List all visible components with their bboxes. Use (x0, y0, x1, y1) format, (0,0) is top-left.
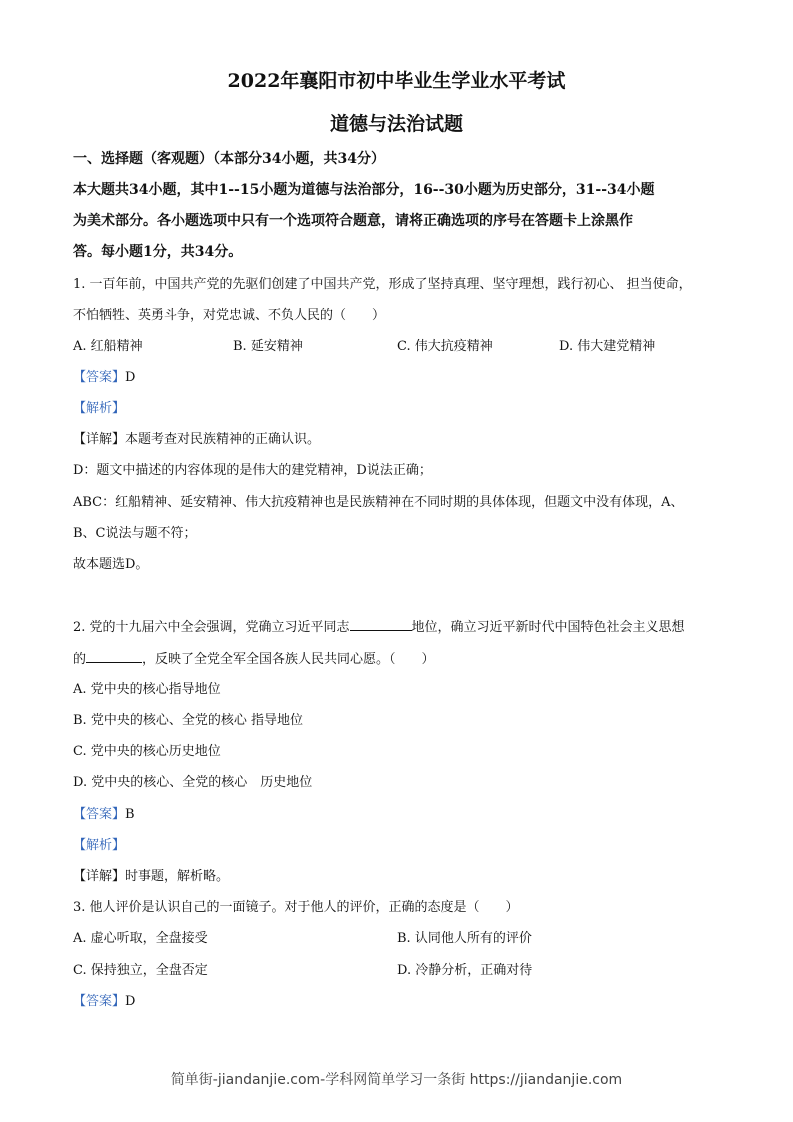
q2-detail (73, 868, 229, 886)
q2-option-a: A. 党中央的核心指导地位 (73, 682, 221, 697)
q1-explain-line-4: 故本题选D。 (73, 557, 149, 572)
q1-option-d: D. 伟大建党精神 (559, 339, 656, 354)
q2-answer (73, 806, 135, 824)
q2-option-c: C. 党中央的核心历史地位 (73, 744, 221, 759)
q3-option-c: C. 保持独立，全盘否定 (73, 963, 208, 978)
q2-stem-part-c: 的 (73, 652, 87, 667)
answer-value: B (125, 807, 135, 822)
q1-option-a: A. 红船精神 (73, 339, 143, 354)
fill-blank (86, 650, 142, 663)
instructions-line-3: 答。每小题1分，共34分。 (73, 244, 243, 260)
q3-answer (73, 993, 135, 1011)
answer-tag: 【答案】 (73, 370, 126, 385)
q1-answer (73, 369, 135, 387)
detail-tag: 【详解】 (73, 432, 126, 447)
answer-tag: 【答案】 (73, 807, 126, 822)
q1-explain-line-2: ABC：红船精神、延安精神、伟大抗疫精神也是民族精神在不同时期的具体体现，但题文中没有体现，A、 (73, 495, 684, 510)
q2-stem-part-d: ，反映了全党全军全国各族人民共同心愿。（ ） (142, 652, 435, 667)
q2-stem-part-b: 地位，确立习近平新时代中国特色社会主义思想 (411, 620, 685, 635)
q3-option-a: A. 虚心听取，全盘接受 (73, 931, 208, 946)
page-footer: 简单街-jiandanjie.com-学科网简单学习一条街 https://jiandanjie.com (170, 1072, 623, 1088)
answer-value: D (125, 370, 136, 385)
q3-option-b: B. 认同他人所有的评价 (397, 931, 532, 946)
q3-option-d: D. 冷静分析，正确对待 (397, 963, 533, 978)
section-heading: 一、选择题（客观题）（本部分34小题，共34分） (73, 151, 385, 167)
q1-explain-line-1: D：题文中描述的内容体现的是伟大的建党精神，D说法正确； (73, 463, 432, 478)
q1-option-c: C. 伟大抗疫精神 (397, 339, 493, 354)
q2-stem-part-a: 2. 党的十九届六中全会强调，党确立习近平同志 (73, 620, 350, 635)
q2-option-d: D. 党中央的核心、全党的核心 历史地位 (73, 775, 313, 790)
detail-tag: 【详解】 (73, 869, 126, 884)
q1-stem-line-1: 1. 一百年前，中国共产党的先驱们创建了中国共产党，形成了坚持真理、坚守理想，践行初心、 担当使命， (73, 277, 692, 292)
q2-option-b: B. 党中央的核心、全党的核心 指导地位 (73, 713, 303, 728)
q1-analysis-tag: 【解析】 (73, 401, 126, 416)
q1-stem-line-2: 不怕牺牲、英勇斗争，对党忠诚、不负人民的（ ） (73, 308, 386, 323)
answer-tag: 【答案】 (73, 994, 126, 1009)
q2-stem-line-2 (73, 650, 435, 669)
q2-analysis-tag: 【解析】 (73, 838, 126, 853)
detail-text: 本题考查对民族精神的正确认识。 (125, 432, 321, 447)
q1-detail (73, 431, 320, 449)
q1-explain-line-3: B、C说法与题不符； (73, 526, 197, 541)
answer-value: D (125, 994, 136, 1009)
instructions-line-1: 本大题共34小题，其中1--15小题为道德与法治部分，16--30小题为历史部分，31--34小题 (73, 182, 655, 198)
q2-stem-line-1 (73, 618, 685, 637)
detail-text: 时事题，解析略。 (125, 869, 230, 884)
fill-blank (350, 618, 412, 631)
q1-option-b: B. 延安精神 (233, 339, 303, 354)
exam-subtitle: 道德与法治试题 (329, 113, 463, 135)
q3-stem: 3. 他人评价是认识自己的一面镜子。对于他人的评价，正确的态度是（ ） (73, 900, 519, 915)
instructions-line-2: 为美术部分。各小题选项中只有一个选项符合题意，请将正确选项的序号在答题卡上涂黑作 (73, 213, 633, 229)
exam-title: 2022年襄阳市初中毕业生学业水平考试 (227, 70, 566, 92)
